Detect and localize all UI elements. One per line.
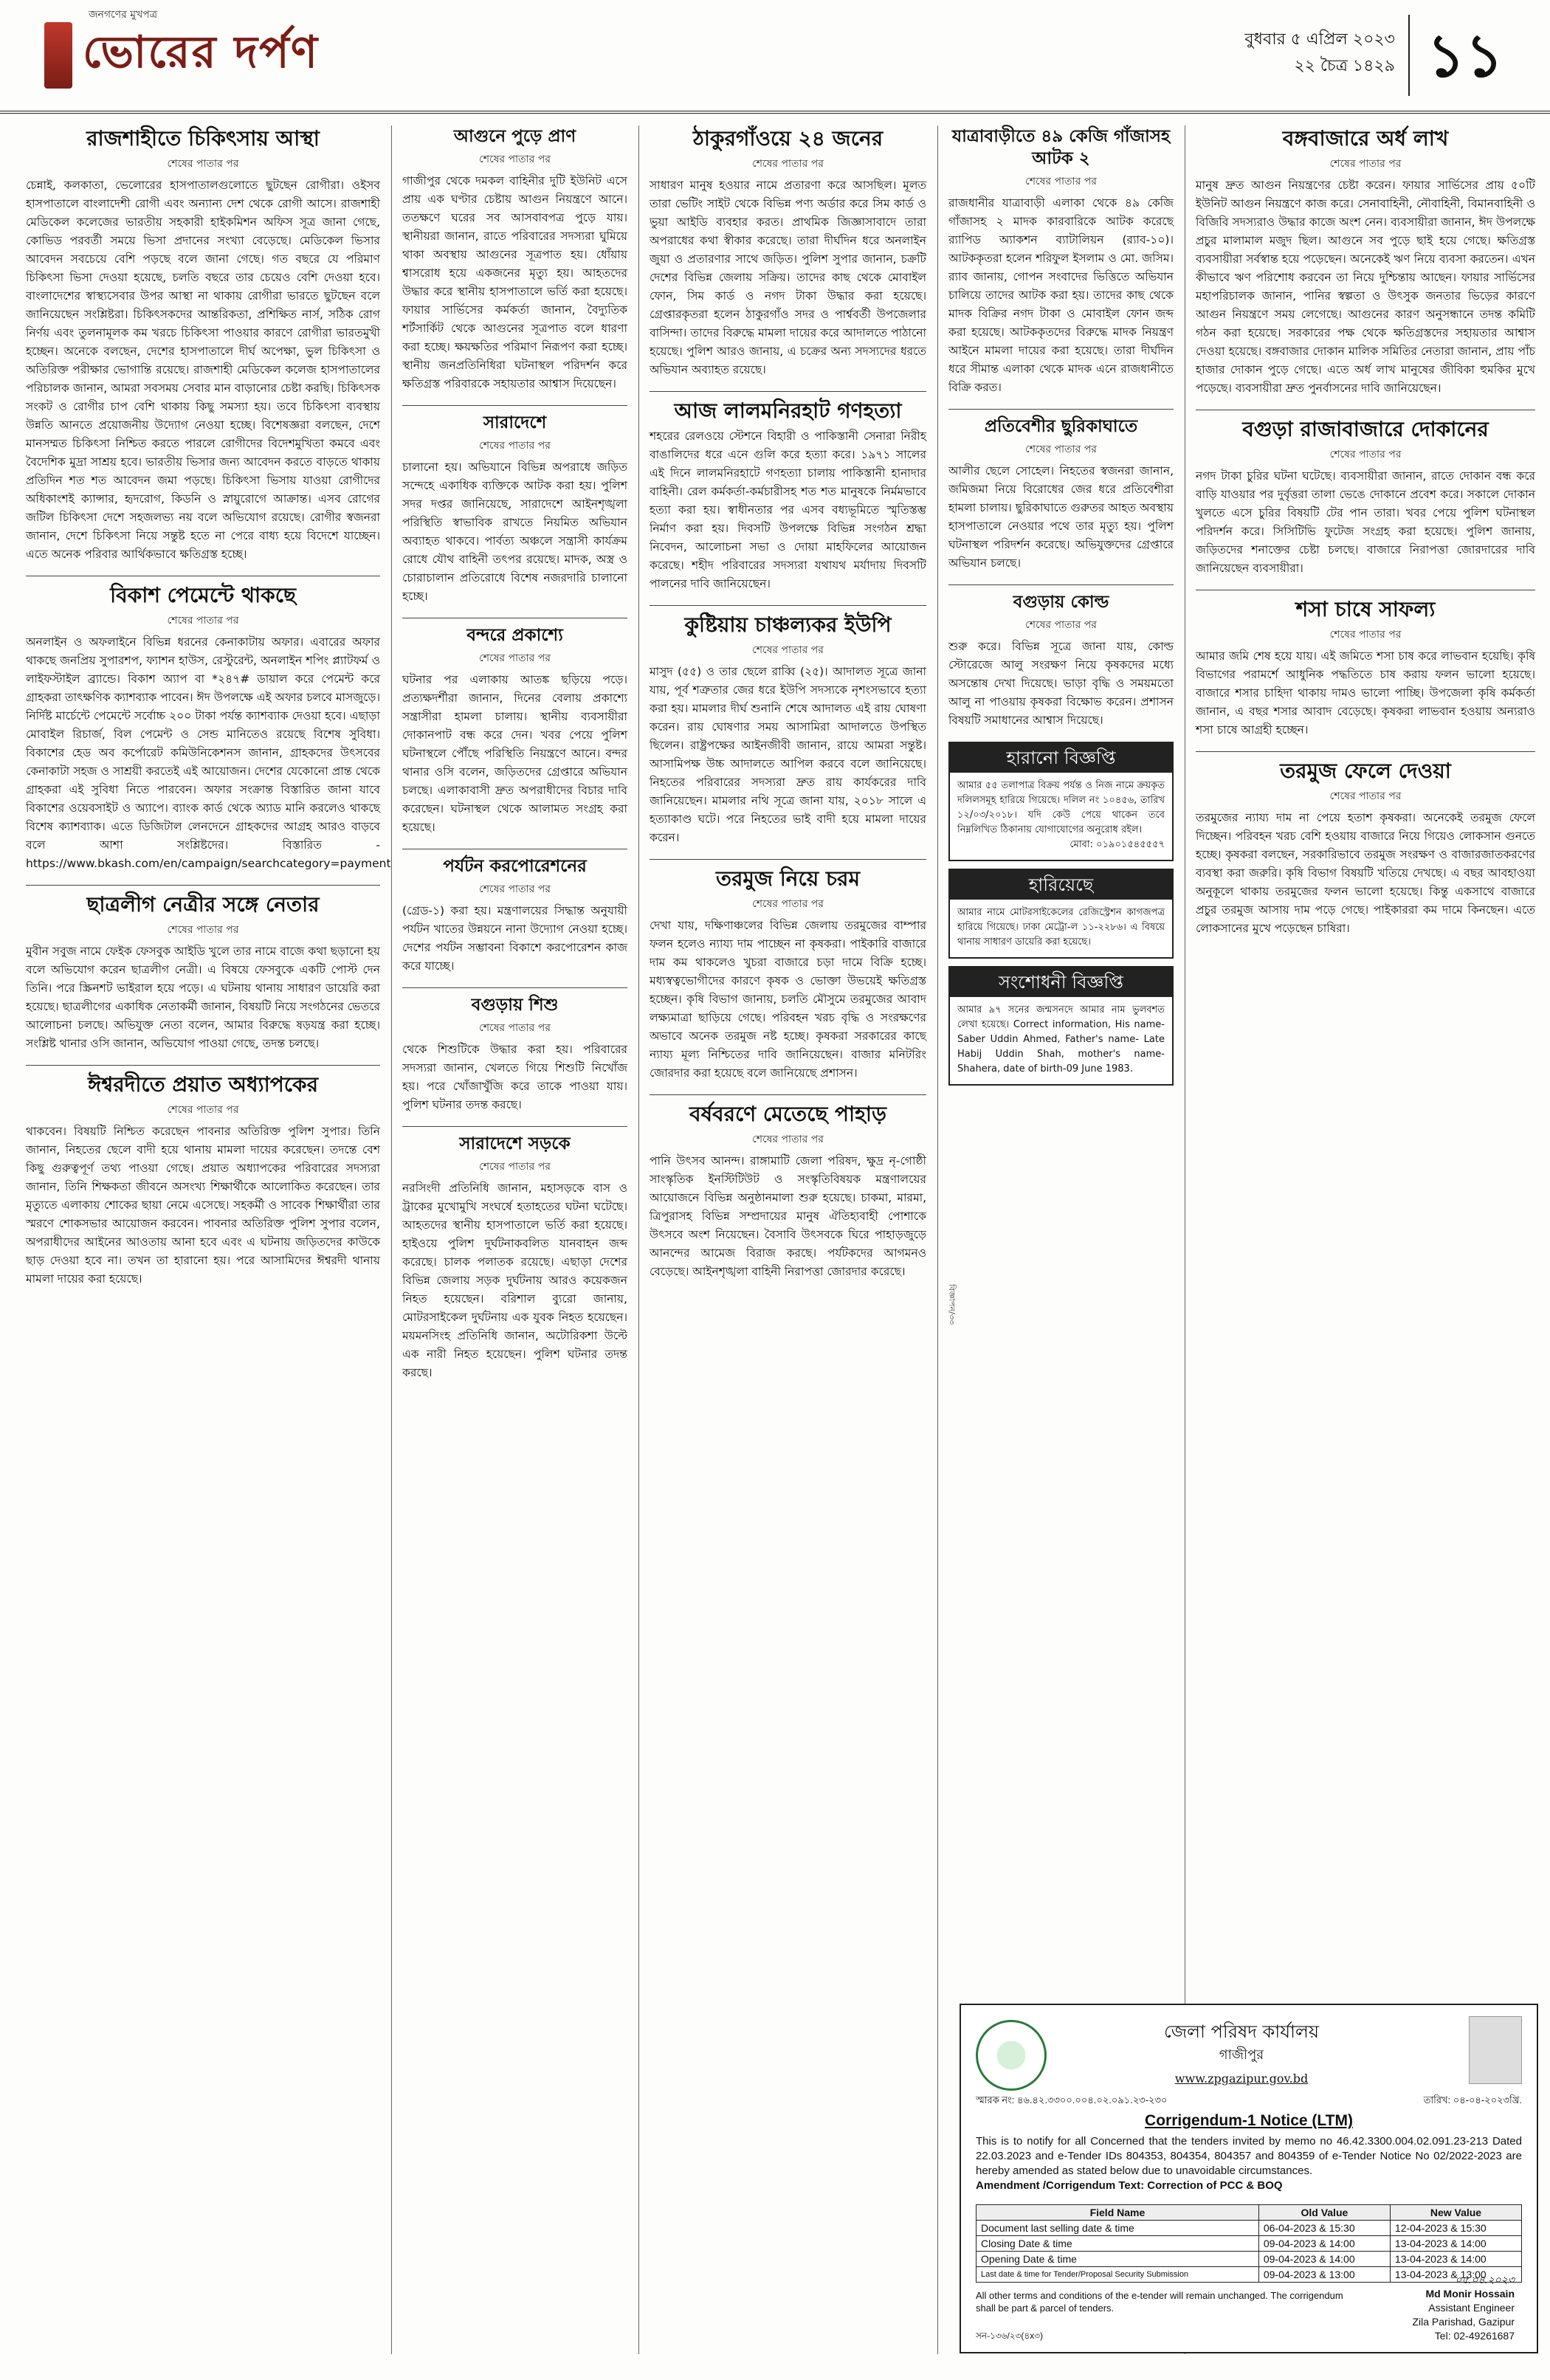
article [1196,125,1535,398]
table-cell: 13-04-2023 & 14:00 [1390,2252,1521,2267]
office-district: গাজীপুর [1219,2047,1264,2063]
signer-phone: Tel: 02-49261687 [1434,2330,1515,2342]
article-body: থাকবেন। বিষয়টি নিশ্চিত করেছেন পাবনার অতিরিক্ত পুলিশ সুপার। তিনি জানান, নিহতের ছেলে বাদী হয়ে থানায় মামলা দায়ের করেছেন। তদন্তে বেশ কিছু গুরুত্বপূর্ণ তথ্য পাওয়া গেছে। প্রয়াত অধ্যাপকের পরিবারের সদস্যরা জানান, তিনি শিক্ষকতা জীবনে অসংখ্য শিক্ষার্থীকে আলোকিত করেছেন। তার মৃত্যুতে এলাকায় শোকের ছায়া নেমে এসেছে। সহকর্মী ও সাবেক শিক্ষার্থীরা তার স্মরণে শোকসভার আয়োজন করবেন। পাবনার অতিরিক্ত পুলিশ সুপার বলেন, অপরাধীদের আইনের আওতায় আনা হবে এবং এ ঘটনায় জড়িতদের কাউকে ছাড় দেওয়া হবে না। তখন তা হারানো হয়। পরে আসামিদের ঈশ্বরদী থানায় মামলা দায়ের করা হয়েছে। [26,1125,380,1286]
article-body: চালানো হয়। অভিযানে বিভিন্ন অপরাধে জড়িত সন্দেহে একাধিক ব্যক্তিকে আটক করা হয়। পুলিশ সদর দপ্তর জানিয়েছে, সারাদেশে আইনশৃঙ্খলা পরিস্থিতি স্বাভাবিক রাখতে নিয়মিত অভিযান অব্যাহত থাকবে। পার্বত্য অঞ্চলে সন্ত্রাসী কার্যক্রম রোধে যৌথ বাহিনী তৎপর রয়েছে। মাদক, অস্ত্র ও চোরাচালান প্রতিরোধে বিশেষ নজরদারি চালানো হচ্ছে। [402,461,627,603]
table-row [976,2221,1522,2236]
headline: ঈশ্বরদীতে প্রয়াত অধ্যাপকের [87,1072,319,1097]
article [948,591,1174,730]
notice-title: Corrigendum-1 Notice (LTM) [1145,2112,1353,2129]
article [650,125,926,379]
article-body: নগদ টাকা চুরির ঘটনা ঘটেছে। ব্যবসায়ীরা জানান, রাতে দোকান বন্ধ করে বাড়ি যাওয়ার পর দুর্বৃত্তরা তালা ভেঙে দোকানে প্রবেশ করে। সকালে দোকান খুলতে এসে চুরির বিষয়টি টের পান তারা। খবর পেয়ে পুলিশ ঘটনাস্থল পরিদর্শন করে। সিসিটিভি ফুটেজ সংগ্রহ করা হয়েছে। পুলিশ জানায়, জড়িতদের শনাক্তের চেষ্টা চলছে। বাজারে নিরাপত্তা জোরদারের দাবি জানিয়েছেন ব্যবসায়ীরা। [1196,469,1535,575]
continuation-note: শেষের পাতার পর [752,644,824,656]
headline: কুষ্টিয়ায় চাঞ্চল্যকর ইউপি [684,613,892,637]
column-divider [937,125,938,2354]
memo-date: তারিখ: ০৪-০৪-২০২৩খ্রি. [1423,2094,1522,2105]
headline: যাত্রাবাড়ীতে ৪৯ কেজি গাঁজাসহ আটক ২ [951,126,1171,168]
article-body: নরসিংদী প্রতিনিধি জানান, মহাসড়কে বাস ও ট্রাকের মুখোমুখি সংঘর্ষে হতাহতের ঘটনা ঘটেছে। আহতদের স্থানীয় হাসপাতালে ভর্তি করা হয়েছে। হাইওয়ে পুলিশ দুর্ঘটনাকবলিত যানবাহন জব্দ করেছে। চালক পলাতক রয়েছে। এছাড়া দেশের বিভিন্ন জেলায় সড়ক দুর্ঘটনায় আরও কয়েকজন নিহত হয়েছেন। বরিশাল ব্যুরো জানায়, মোটরসাইকেল দুর্ঘটনায় এক যুবক নিহত হয়েছেন। ময়মনসিংহ প্রতিনিধি জানান, অটোরিকশা উল্টে এক নারী নিহত হয়েছেন। পুলিশ ঘটনার তদন্ত করছে। [402,1182,627,1379]
headline: বগুড়ায় শিশু [471,995,559,1015]
continuation-note: শেষের পাতার পর [1025,176,1097,187]
signer-title: Assistant Engineer [1428,2302,1515,2314]
table-cell: 06-04-2023 & 15:30 [1258,2221,1390,2236]
table-cell: Document last selling date & time [976,2221,1259,2236]
headline: বন্দরে প্রকাশ্যে [466,625,563,645]
article-body: রাজধানীর যাত্রাবাড়ী এলাকা থেকে ৪৯ কেজি গাঁজাসহ ২ মাদক কারবারিকে আটক করেছে র‌্যাপিড অ্যাকশন ব্যাটালিয়ন (র‌্যাব-১০)। আটককৃতরা হলেন শরিফুল ইসলাম ও মো. জসিম। র‌্যাব জানায়, গোপন সংবাদের ভিত্তিতে অভিযান চালিয়ে তাদের আটক করা হয়। তাদের কাছ থেকে মাদক বিক্রির নগদ টাকা ও মোবাইল ফোন জব্দ করা হয়েছে। আটককৃতদের বিরুদ্ধে মাদক নিয়ন্ত্রণ আইনে মামলা দায়ের করা হয়েছে। তারা দীর্ঘদিন ধরে সীমান্ত এলাকা থেকে মাদক এনে রাজধানীতে বিক্রি করত। [948,196,1174,394]
column-5 [1196,125,1535,950]
column-header: Old Value [1258,2205,1390,2221]
continuation-note: শেষের পাতার পর [752,898,824,910]
article [650,1101,926,1281]
continuation-note: শেষের পাতার পর [479,1161,551,1173]
article [402,125,627,393]
headline: ছাত্রলীগ নেত্রীর সঙ্গে নেতার [86,892,320,917]
column-divider [391,125,392,2354]
article [650,398,926,593]
article-body: থেকে শিশুটিকে উদ্ধার করা হয়। পরিবারের সদস্যরা জানান, খেলতে গিয়ে শিশুটি নিখোঁজ হয়। পরে খোঁজাখুঁজি করে তাকে পাওয়া যায়। পুলিশ ঘটনার তদন্ত করছে। [402,1043,627,1111]
article-body: (গ্রেড-১) করা হয়। মন্ত্রণালয়ের সিদ্ধান্ত অনুযায়ী পর্যটন খাতের উন্নয়নে নানা উদ্যোগ নেওয়া হচ্ছে। দেশের পর্যটন সম্ভাবনা বিকাশে করপোরেশন কাজ করে যাচ্ছে। [402,904,627,973]
continuation-note: শেষের পাতার পর [1329,629,1402,641]
article [402,624,627,837]
article-body: মুবীন সবুজ নামে ফেইক ফেসবুক আইডি খুলে তার নামে বাজে কথা ছড়ানো হয় বলে অভিযোগ করেন ছাত্রলীগ নেত্রী। এ বিষয়ে ফেসবুকে একটি পোস্ট দেন তিনি। পরে স্ক্রিনশট ভাইরাল হয়ে পড়ে। এ ঘটনায় থানায় সাধারণ ডায়েরি করা হয়েছে। ছাত্রলীগের একাধিক নেতাকর্মী জানান, বিষয়টি নিয়ে সংগঠনের ভেতরে আলোচনা চলছে। অভিযুক্ত নেতা বলেন, আমার বিরুদ্ধে ষড়যন্ত্র করা হচ্ছে। সংশ্লিষ্ট থানার ওসি জানান, অভিযোগ পাওয়া গেছে, তদন্ত চলছে। [26,945,380,1050]
memo-number: স্মারক নং: ৪৬.৪২.৩৩০০.০০৪.০২.০৯১.২৩-২৩০ [976,2094,1168,2105]
ad-title: হারিয়েছে [950,870,1172,900]
headline: বিকাশ পেমেন্টে থাকছে [110,583,296,607]
headline: আজ লালমনিরহাট গণহত্যা [674,399,902,423]
headline: তরমুজ ফেলে দেওয়া [1280,759,1451,783]
ad-title: সংশোধনী বিজ্ঞপ্তি [950,967,1172,997]
table-cell: Opening Date & time [976,2252,1259,2267]
article-body: আমার জমি শেষ হয়ে যায়। এই জমিতে শসা চাষ করে লাভবান হয়েছি। কৃষি বিভাগের পরামর্শে আধুনিক পদ্ধতিতে চাষ করায় ফলন ভালো হয়েছে। বাজারে শসার চাহিদা থাকায় দামও ভালো পাচ্ছি। উপজেলা কৃষি কর্মকর্তা জানান, এ বছর শসার আবাদ বেড়েছে। কৃষকরা লাভবান হওয়ায় অন্যরাও শসা চাষে আগ্রহী হচ্ছেন। [1196,649,1535,737]
article [26,1072,380,1289]
table-cell: Last date & time for Tender/Proposal Security Submission [976,2267,1259,2283]
tender-notice [960,2004,1538,2353]
date-en: বুধবার ৫ এপ্রিল ২০২৩ [1244,30,1395,49]
headline: সারাদেশে সড়কে [459,1134,571,1153]
table-cell: 13-04-2023 & 14:00 [1390,2236,1521,2252]
headline: সারাদেশে [483,413,547,432]
page-number: ১১ [1408,15,1520,96]
portrait-image [1469,2016,1522,2084]
article-body: আলীর ছেলে সোহেল। নিহতের স্বজনরা জানান, জমিজমা নিয়ে বিরোধের জের ধরে প্রতিবেশীরা হামলা চালায়। ছুরিকাঘাতে গুরুতর আহত অবস্থায় হাসপাতালে নেওয়ার পথে তার মৃত্যু হয়। পুলিশ ঘটনাস্থল পরিদর্শন করেছে। অভিযুক্তদের গ্রেপ্তারে অভিযান চলছে। [948,464,1174,570]
column-2 [402,125,627,1394]
continuation-note: শেষের পাতার পর [1329,790,1402,802]
masthead [0,0,1550,114]
logo-mark-icon [44,22,72,89]
continuation-note: শেষের পাতার পর [167,615,239,627]
column-1 [26,125,391,1300]
table-row [976,2252,1522,2267]
article-body: ঘটনার পর এলাকায় আতঙ্ক ছড়িয়ে পড়ে। প্রত্যক্ষদর্শীরা জানান, দিনের বেলায় প্রকাশ্যে সন্ত্রাসীরা হামলা চালায়। স্থানীয় ব্যবসায়ীরা দোকানপাট বন্ধ করে দেন। খবর পেয়ে পুলিশ ঘটনাস্থলে পৌঁছে পরিস্থিতি নিয়ন্ত্রণে আনে। বন্দর থানার ওসি বলেন, জড়িতদের গ্রেপ্তারে অভিযান চলছে। এলাকাবাসী দ্রুত অপরাধীদের বিচার দাবি করেছেন। ঘটনাস্থল থেকে আলামত সংগ্রহ করা হয়েছে। [402,673,627,834]
table-cell: 12-04-2023 & 15:30 [1390,2221,1521,2236]
headline: পর্যটন করপোরেশনের [443,856,587,876]
article [650,866,926,1083]
ad-body: আমার নামে মোটরসাইকেলের রেজিস্ট্রেশন কাগজপত্র হারিয়ে গিয়েছে। ঢাকা মেট্রো-ল ১১-২২৮৬। এ বিষয়ে থানায় সাধারণ ডায়েরি করা হয়েছে। [957,907,1165,948]
newspaper-logo [44,9,319,96]
table-cell: Closing Date & time [976,2236,1259,2252]
article [948,125,1174,397]
continuation-note: শেষের পাতার পর [752,158,824,170]
continuation-note: শেষের পাতার পর [1025,619,1097,631]
headline: রাজশাহীতে চিকিৎসায় আস্থা [86,126,320,151]
article-body: দেখা যায়, দক্ষিণাঞ্চলের বিভিন্ন জেলায় তরমুজের বাম্পার ফলন হলেও ন্যায্য দাম পাচ্ছেন না কৃষকরা। পাইকারি বাজারে দাম কম থাকলেও খুচরা বাজারে চড়া দামে বিক্রি হচ্ছে। মধ্যস্বত্বভোগীদের কারণে কৃষক ও ভোক্তা উভয়েই ক্ষতিগ্রস্ত হচ্ছেন। কৃষি বিভাগ জানায়, চলতি মৌসুমে তরমুজের আবাদ লক্ষ্যমাত্রা ছাড়িয়ে গেছে। পরিবহন খরচ বৃদ্ধি ও সংরক্ষণের অভাবে অনেক তরমুজ নষ্ট হচ্ছে। কৃষকরা সরকারের কাছে ন্যায্য মূল্য নিশ্চিতের দাবি জানিয়েছেন। বাজার মনিটরিং জোরদার করা হয়েছে বলে জানিয়েছে প্রশাসন। [650,919,926,1080]
headline: বগুড়া রাজাবাজারে দোকানের [1242,417,1489,441]
notice-body [976,2134,1522,2193]
ad-title: হারানো বিজ্ঞপ্তি [950,743,1172,773]
continuation-note: শেষের পাতার পর [1329,158,1402,170]
article-body: সাধারণ মানুষ হওয়ার নামে প্রতারণা করে আসছিল। মূলত তারা ভেটিং সাইট থেকে বিভিন্ন পণ্য অর্ডার করে সিম কার্ড ও ভুয়া আইডি ব্যবহার করত। প্রাথমিক জিজ্ঞাসাবাদে তারা অপরাধের কথা স্বীকার করেছে। তারা দীর্ঘদিন ধরে অনলাইন জুয়া ও প্রতারণার সাথে জড়িত। পুলিশ সুপার জানান, চক্রটি দেশের বিভিন্ন জেলায় সক্রিয়। তাদের কাছ থেকে মোবাইল ফোন, সিম কার্ড ও নগদ টাকা উদ্ধার করা হয়েছে। গ্রেপ্তারকৃতরা হলেন ঠাকুরগাঁও সদর ও পার্শ্ববর্তী উপজেলার বাসিন্দা। তাদের বিরুদ্ধে মামলা দায়ের করে আদালতে পাঠানো হয়েছে। পুলিশ আরও জানায়, এ চক্রের অন্য সদস্যদের ধরতে অভিযান অব্যাহত রয়েছে। [650,179,926,376]
government-seal-icon [976,2020,1047,2091]
notice-office [1064,2020,1419,2091]
headline: শসা চাষে সাফল্য [1295,597,1436,621]
table-cell: 09-04-2023 & 14:00 [1258,2252,1390,2267]
article-body: শহরের রেলওয়ে স্টেশনে বিহারী ও পাকিস্তানী সেনারা নিরীহ বাঙালিদের ধরে এনে গুলি করে হত্যা করে। ১৯৭১ সালের এই দিনে লালমনিরহাটে গণহত্যা চালায় পাকিস্তানী হানাদার বাহিনী। রেল কর্মকর্তা-কর্মচারীসহ শত শত মানুষকে নির্মমভাবে হত্যা করা হয়। স্বাধীনতার পর এসব বধ্যভূমিতে স্মৃতিস্তম্ভ নির্মাণ করা হয়। দিবসটি উপলক্ষে বিভিন্ন সংগঠন শ্রদ্ধা নিবেদন, আলোচনা সভা ও দোয়া মাহফিলের আয়োজন করেছে। শহীদ পরিবারের সদস্যরা যথাযথ মর্যাদায় দিবসটি পালনের দাবি জানিয়েছেন। [650,430,926,590]
signature-block [1412,2273,1515,2343]
table-row [976,2236,1522,2252]
continuation-note: শেষের পাতার পর [167,1104,239,1116]
article [26,125,380,564]
ad-contact: মোবা: ০১৯০১৫৪৫৫৫৭ [1070,839,1165,850]
signer-org: Zila Parishad, Gazipur [1412,2316,1515,2328]
newspaper-title: ভোরের দর্পণ [83,27,319,78]
office-website: www.zpgazipur.gov.bd [1174,2072,1309,2086]
date-bn: ২২ চৈত্র ১৪২৯ [1294,57,1395,75]
article-body: পানি উৎসব আনন্দ। রাঙ্গামাটি জেলা পরিষদ, ক্ষুদ্র নৃ-গোষ্ঠী সাংস্কৃতিক ইনস্টিটিউট ও সংস্কৃতিবিষয়ক মন্ত্রণালয়ের আয়োজনে বিভিন্ন অনুষ্ঠানমালা শুরু হয়েছে। চাকমা, মারমা, ত্রিপুরাসহ বিভিন্ন সম্প্রদায়ের মানুষ ঐতিহ্যবাহী পোশাকে উৎসবে অংশ নিয়েছেন। বৈসাবি উৎসবকে ঘিরে পাহাড়জুড়ে আনন্দের আমেজ বিরাজ করছে। পর্যটকদের আগমনও বেড়েছে। আইনশৃঙ্খলা বাহিনী নিরাপত্তা জোরদার করেছে। [650,1154,926,1278]
table-cell: 13-04-2023 & 13:00 [1390,2267,1521,2283]
article [1196,758,1535,938]
ad-body: আমার ৯৭ সনের জন্মসনদে আমার নাম ভুলবশত লেখা হয়েছে। Correct information, His name- Saber Uddin Ahmed, Father's name- Late Habij Uddin Shah, mother's name-Shahera, date of birth-09 June 1983. [957,1004,1165,1075]
continuation-note: শেষের পাতার পর [1025,444,1097,455]
column-3 [650,125,926,1293]
article [26,582,391,873]
issue-date [1244,27,1395,80]
tagline: জনগণের মুখপত্র [89,9,158,21]
headline: প্রতিবেশীর ছুরিকাঘাতে [984,416,1138,436]
headline: বঙ্গবাজারে অর্ধ লাখ [1282,126,1449,151]
article-body: তরমুজের ন্যায্য দাম না পেয়ে হতাশ কৃষকরা। অনেকেই তরমুজ ফেলে দিচ্ছেন। পরিবহন খরচ বেশি হওয়ায় বাজারে নিয়ে গিয়েও লোকসান গুনতে হচ্ছে। কৃষকরা বলছেন, সরকারিভাবে তরমুজ সংরক্ষণ ও বাজারজাতকরণের ব্যবস্থা করা জরুরি। কৃষি বিভাগ বিষয়টি খতিয়ে দেখছে। এ বছর আবহাওয়া অনুকূলে থাকায় তরমুজের ফলন ভালো হয়েছে। কিন্তু একসাথে বাজারে প্রচুর তরমুজ আসায় দাম পড়ে গেছে। পাইকাররা কম দামে কিনছেন। এতে লোকসানের মুখে পড়েছেন চাষিরা। [1196,811,1535,935]
signer-name: Md Monir Hossain [1425,2288,1515,2300]
classified-lost-notice [948,742,1174,861]
article [650,612,926,847]
article [402,412,627,606]
continuation-note: শেষের পাতার পর [752,1134,824,1145]
notice-subheading: Amendment /Corrigendum Text: Correction of PCC & BOQ [976,2179,1283,2192]
continuation-note: শেষের পাতার পর [479,1022,551,1034]
article [402,855,627,976]
classified-correction-notice [948,966,1174,1086]
table-cell: 09-04-2023 & 13:00 [1258,2267,1390,2283]
headline: বর্ষবরণে মেতেছে পাহাড় [689,1102,887,1126]
article [1196,596,1535,739]
article-body: চেন্নাই, কলকাতা, ভেলোরের হাসপাতালগুলোতে ছুটছেন রোগীরা। ওইসব হাসপাতালে বাংলাদেশী রোগী এবং অন্যান্য দেশ থেকে রোগী আসে। রাজশাহী মেডিকেল কলেজের ভারতীয় সহকারী হাইকমিশন অফিস সূত্র জানা গেছে, কোভিড পরবর্তী সময়ে ভিসা প্রদানের সংখ্যা বেড়েছে। মেডিকেল ভিসার আবেদন সবচেয়ে বেশি পড়ছে বলে জানা গেছে। গত বছরে যে পরিমাণ চিকিৎসা ভিসা দেওয়া হয়েছে, চলতি বছরে তার চেয়েও বেশি দেওয়া হবে। বাংলাদেশের স্বাস্থ্যসেবার উপর আস্থা না থাকায় রোগীরা ভারতে ছুটছেন বলে জানিয়েছেন সংশ্লিষ্টরা। চিকিৎসকদের আন্তরিকতা, প্রশিক্ষিত নার্স, সঠিক রোগ নির্ণয় এবং তুলনামূলক কম খরচে চিকিৎসা পাওয়ার কারণে রোগীরা ভারতমুখী হচ্ছেন। অনেকে বলছেন, দেশের হাসপাতালে দীর্ঘ অপেক্ষা, ভুল চিকিৎসা ও অতিরিক্ত পরীক্ষার ভোগান্তি রয়েছে। রাজশাহী মেডিকেল কলেজ হাসপাতালের পরিচালক জানান, আমরা সবসময় সেবার মান বাড়ানোর চেষ্টা করছি। চিকিৎসক সংকট ও রোগীর চাপ বেশি থাকায় কিছু সমস্যা হয়। তবে চিকিৎসা ব্যবস্থায় উন্নতি আনতে প্রয়োজনীয় উদ্যোগ নেওয়া হচ্ছে। বিশেষজ্ঞরা বলছেন, দেশে মানসম্মত চিকিৎসা নিশ্চিত করতে পারলে রোগীদের বিদেশমুখিতা কমবে এবং বৈদেশিক মুদ্রা সাশ্রয় হবে। ভারতীয় ভিসার জন্য আবেদন করতে বাড়তে থাকায় প্রতিদিন শত শত আবেদন জমা পড়ছে। চিকিৎসা ভিসায় যাওয়া রোগীদের অধিকাংশই ক্যান্সার, হৃদরোগ, কিডনি ও স্নায়ুরোগে আক্রান্ত। এসব রোগের জটিল চিকিৎসা দেশে সহজলভ্য নয় বলে অভিযোগ রয়েছে। রোগীর স্বজনরা জানান, দেশে চিকিৎসা নিয়ে সন্তুষ্ট হতে না পেরে বাধ্য হয়ে বিদেশে যাচ্ছেন। এতে অনেক পরিবার আর্থিকভাবে ক্ষতিগ্রস্ত হচ্ছে। [26,179,380,561]
headline: ঠাকুরগাঁওয়ে ২৪ জনের [692,126,884,151]
article-body: অনলাইন ও অফলাইনে বিভিন্ন ধরনের কেনাকাটায় অফার। এবারের অফার থাকছে জনপ্রিয় সুপারশপ, ফ্যাশন হাউস, রেস্টুরেন্ট, অনলাইন শপিং প্ল্যাটফর্ম ও লাইফস্টাইল ব্র্যান্ডে। বিকাশ অ্যাপ বা *২৪৭# ডায়াল করে পেমেন্ট করে গ্রাহকরা তাৎক্ষণিক ক্যাশব্যাক পাবেন। ঈদ উপলক্ষে এই অফার চলবে মাসজুড়ে। নির্দিষ্ট মার্চেন্টে পেমেন্টে সর্বোচ্চ ২০০ টাকা পর্যন্ত ক্যাশব্যাক দেওয়া হবে। এছাড়া মোবাইল রিচার্জ, বিল পেমেন্ট ও সেন্ড মানিতেও রয়েছে বিশেষ সুবিধা। বিকাশের হেড অব কর্পোরেট কমিউনিকেশনস জানান, গ্রাহকদের উৎসবের কেনাকাটা সহজ ও সাশ্রয়ী করতেই এই আয়োজন। দেশের যেকোনো প্রান্ত থেকে গ্রাহকরা এই সুবিধা নিতে পারবেন। অফার সংক্রান্ত বিস্তারিত জানা যাবে বিকাশের ওয়েবসাইট ও অ্যাপে। ব্যাংক কার্ড থেকে অ্যাড মানি করলেও থাকছে বিশেষ ক্যাশব্যাক। এতে ডিজিটাল লেনদেনে গ্রাহকদের আগ্রহ আরও বাড়বে বলে আশা সংশ্লিষ্টদের। বিস্তারিত - https://www.bkash.com/en/campaign/searchcategory=payment [26,635,391,870]
amendment-table [976,2204,1522,2283]
continuation-note: শেষের পাতার পর [167,158,239,170]
article [402,994,627,1114]
continuation-note: শেষের পাতার পর [479,652,551,664]
column-header: New Value [1390,2205,1521,2221]
continuation-note: শেষের পাতার পর [479,154,551,165]
headline: তরমুজ নিয়ে চরম [715,866,861,891]
continuation-note: শেষের পাতার পর [479,440,551,452]
ad-body: আমার ৫৫ তলাপাত্র বিক্রয় পর্যন্ত ও নিজ নামে ক্রয়কৃত দলিলসমূহ হারিয়ে গিয়েছে। দলিল নং ১০৪৫৬, তারিখ ১২/০৩/২০১৮। যদি কেউ পেয়ে থাকেন তবে নিম্নলিখিত ঠিকানায় যোগাযোগের অনুরোধ রইল। [957,780,1165,835]
article-body: মানুষ দ্রুত আগুন নিয়ন্ত্রণের চেষ্টা করেন। ফায়ার সার্ভিসের প্রায় ৫০টি ইউনিট আগুন নিয়ন্ত্রণে কাজ করে। সেনাবাহিনী, নৌবাহিনী, বিমানবাহিনী ও বিজিবি সদস্যরাও উদ্ধার কাজে অংশ নেন। ব্যবসায়ীরা জানান, ঈদ উপলক্ষে প্রচুর মালামাল মজুদ ছিল। আগুনে সব পুড়ে ছাই হয়ে গেছে। ক্ষতিগ্রস্ত ব্যবসায়ীরা সর্বস্বান্ত হয়ে পড়েছেন। অনেকেই ঋণ নিয়ে ব্যবসা করতেন। এখন কীভাবে ঋণ পরিশোধ করবেন তা নিয়ে দুশ্চিন্তায় আছেন। ফায়ার সার্ভিসের মহাপরিচালক জানান, পানির স্বল্পতা ও উৎসুক জনতার ভিড়ের কারণে আগুন নিয়ন্ত্রণে সময় লেগেছে। আগুনের কারণ অনুসন্ধানে তদন্ত কমিটি গঠন করা হয়েছে। সরকারের পক্ষ থেকে ক্ষতিগ্রস্তদের সহায়তার আশ্বাস দেওয়া হয়েছে। বঙ্গবাজার দোকান মালিক সমিতির নেতারা জানান, প্রায় পাঁচ হাজার দোকান পুড়ে গেছে। এতে অর্ধ লাখ মানুষের জীবিকা হুমকির মুখে পড়েছে। ব্যবসায়ীরা দ্রুত পুনর্বাসনের দাবি জানিয়েছেন। [1196,179,1535,395]
article [1196,416,1535,578]
notice-refline [976,2094,1522,2109]
article [948,415,1174,573]
article-body: গাজীপুর থেকে দমকল বাহিনীর দুটি ইউনিট এসে প্রায় এক ঘণ্টার চেষ্টায় আগুন নিয়ন্ত্রণে আনে। ততক্ষণে ঘরের সব আসবাবপত্র পুড়ে যায়। স্থানীয়রা জানান, রাতে পরিবারের সদস্যরা ঘুমিয়ে থাকা অবস্থায় আগুনের সূত্রপাত হয়। ধোঁয়ায় শ্বাসরোধ হয়ে একজনের মৃত্যু হয়। আহতদের উদ্ধার করে স্থানীয় হাসপাতালে ভর্তি করা হয়েছে। ফায়ার সার্ভিসের কর্মকর্তা জানান, বৈদ্যুতিক শর্টসার্কিট থেকে আগুনের সূত্রপাত বলে ধারণা করা হচ্ছে। ক্ষয়ক্ষতির পরিমাণ নিরূপণ করা হচ্ছে। স্থানীয় জনপ্রতিনিধিরা ঘটনাস্থল পরিদর্শন করে ক্ষতিগ্রস্ত পরিবারকে সহায়তার আশ্বাস দিয়েছেন। [402,174,627,390]
signature-date: ০৫.০৪.২০২৩ [1455,2274,1515,2286]
headline: বগুড়ায় কোল্ড [1013,592,1109,612]
continuation-note: শেষের পাতার পর [479,883,551,895]
column-header: Field Name [976,2205,1259,2221]
column-divider [638,125,639,2354]
article [26,891,380,1053]
column-4 [948,125,1174,1086]
notice-footer: All other terms and conditions of the e-tender will remain unchanged. The corrigendum shall be part & parcel of tenders. [976,2290,1343,2314]
article-body: শুরু করে। বিভিন্ন সূত্রে জানা যায়, কোল্ড স্টোরেজে আলু সংরক্ষণ নিয়ে কৃষকদের মধ্যে অসন্তোষ দেখা দিয়েছে। ভাড়া বৃদ্ধি ও সময়মতো আলু না পাওয়ায় কৃষকরা বিক্ষোভ করেন। প্রশাসন বিষয়টি সমাধানের আশ্বাস দিয়েছে। [948,640,1174,727]
ad-code: সন-১৩৬/২৩(৪x৩) [976,2331,1043,2341]
continuation-note: শেষের পাতার পর [1329,449,1402,461]
article-body: মাসুদ (৫৫) ও তার ছেলে রাব্বি (২৫)। আদালত সূত্রে জানা যায়, পূর্ব শত্রুতার জের ধরে ইউপি সদস্যকে নৃশংসভাবে হত্যা করা হয়। মামলার দীর্ঘ শুনানি শেষে আদালত এই রায় ঘোষণা করেন। রায় ঘোষণার সময় আসামিরা আদালতে উপস্থিত ছিলেন। রাষ্ট্রপক্ষের আইনজীবী জানান, রায়ে আমরা সন্তুষ্ট। আসামিপক্ষ উচ্চ আদালতে আপিল করবে বলে জানিয়েছে। নিহতের পরিবারের সদস্যরা দ্রুত রায় কার্যকরের দাবি জানিয়েছেন। মামলার নথি সূত্রে জানা যায়, ২০১৮ সালে এ হত্যাকাণ্ড ঘটে। পরে নিহতের ভাই বাদী হয়ে মামলা দায়ের করেন। [650,665,926,844]
headline: আগুনে পুড়ে প্রাণ [453,126,576,146]
continuation-note: শেষের পাতার পর [167,924,239,936]
table-cell: 09-04-2023 & 14:00 [1258,2236,1390,2252]
article [402,1133,627,1382]
ad-code: বিজ্ঞাপন/৩৩ [947,1284,957,1325]
classified-missing-notice [948,869,1174,959]
notice-text: This is to notify for all Concerned that the tenders invited by memo no 46.42.3300.004.02.091.23-213 Dated 22.03.2023 and e-Tender IDs 804353, 804354, 804357 and 804359 of e-Tender Notice No 02/2022-2023 are hereby amended as stated below due to unavoidable circumstances. [976,2135,1522,2177]
office-name: জেলা পরিষদ কার্যালয় [1163,2021,1320,2042]
